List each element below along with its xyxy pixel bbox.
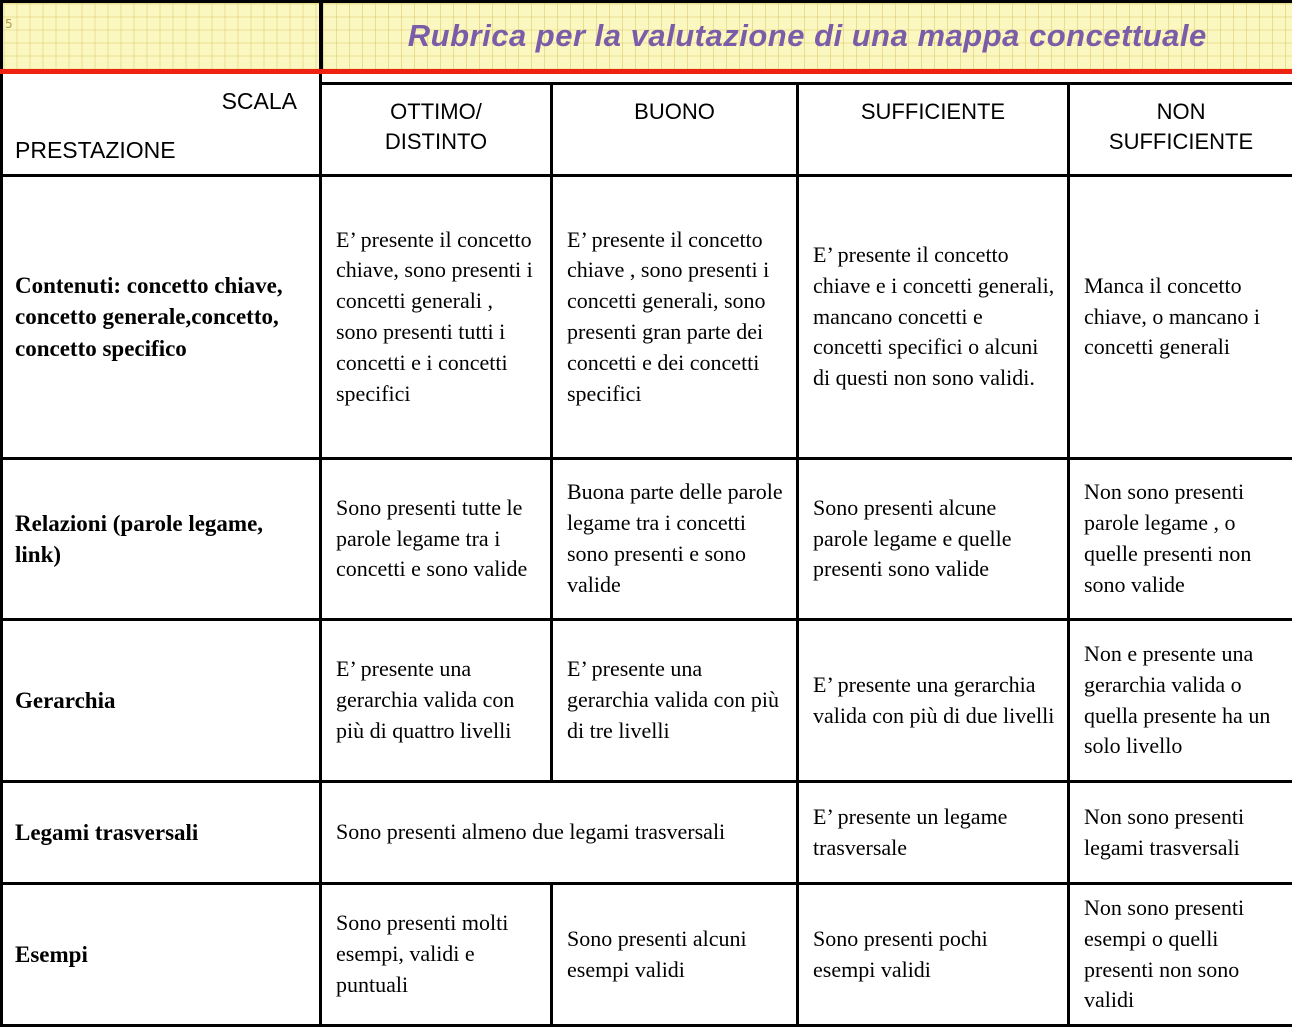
cell-contenuti-buono: E’ presente il concetto chiave , sono presenti i concetti generali, sono presenti gran parte dei concetti e dei concetti specifici — [552, 176, 798, 459]
column-header-sufficiente: SUFFICIENTE — [798, 84, 1069, 176]
cell-gerarchia-non-sufficiente: Non e presente una gerarchia valida o quella presente ha un solo livello — [1069, 620, 1292, 782]
cell-esempi-sufficiente: Sono presenti pochi esempi validi — [798, 884, 1069, 1026]
cell-relazioni-non-sufficiente: Non sono presenti parole legame , o quelle presenti non sono valide — [1069, 459, 1292, 620]
prestazione-label: PRESTAZIONE — [3, 137, 176, 174]
cell-esempi-non-sufficiente: Non sono presenti esempi o quelli presenti non sono validi — [1069, 884, 1292, 1026]
cell-esempi-buono: Sono presenti alcuni esempi validi — [552, 884, 798, 1026]
cell-relazioni-ottimo: Sono presenti tutte le parole legame tra i concetti e sono valide — [321, 459, 552, 620]
cell-legami-non-sufficiente: Non sono presenti legami trasversali — [1069, 782, 1292, 884]
cell-contenuti-sufficiente: E’ presente il concetto chiave e i concetti generali, mancano concetti e concetti specifici o alcuni di questi non sono validi. — [798, 176, 1069, 459]
row-label-legami-trasversali: Legami trasversali — [2, 782, 321, 884]
cell-relazioni-sufficiente: Sono presenti alcune parole legame e quelle presenti sono valide — [798, 459, 1069, 620]
cell-esempi-ottimo: Sono presenti molti esempi, validi e puntuali — [321, 884, 552, 1026]
cell-contenuti-ottimo: E’ presente il concetto chiave, sono presenti i concetti generali , sono presenti tutti i concetti e i concetti specifici — [321, 176, 552, 459]
cell-contenuti-non-sufficiente: Manca il concetto chiave, o mancano i concetti generali — [1069, 176, 1292, 459]
column-header-non-sufficiente: NON SUFFICIENTE — [1069, 84, 1292, 176]
cell-legami-ottimo-buono-merged: Sono presenti almeno due legami trasversali — [321, 782, 798, 884]
table-row-legami-trasversali — [2, 782, 1292, 884]
page-title: Rubrica per la valutazione di una mappa concettuale — [321, 2, 1292, 72]
row-label-contenuti: Contenuti: concetto chiave, concetto generale,concetto, concetto specifico — [2, 176, 321, 459]
corner-mark: 5 — [5, 17, 13, 31]
row-label-gerarchia: Gerarchia — [2, 620, 321, 782]
band-corner-cell — [2, 2, 321, 72]
row-label-esempi: Esempi — [2, 884, 321, 1026]
cell-relazioni-buono: Buona parte delle parole legame tra i concetti sono presenti e sono valide — [552, 459, 798, 620]
cell-gerarchia-buono: E’ presente una gerarchia valida con più di tre livelli — [552, 620, 798, 782]
scala-label: SCALA — [222, 74, 319, 115]
table-row-contenuti — [2, 176, 1292, 459]
axis-header-cell — [2, 72, 321, 176]
header-gap — [321, 72, 1292, 84]
cell-gerarchia-ottimo: E’ presente una gerarchia valida con più di quattro livelli — [321, 620, 552, 782]
cell-legami-sufficiente: E’ presente un legame trasversale — [798, 782, 1069, 884]
row-label-relazioni: Relazioni (parole legame, link) — [2, 459, 321, 620]
column-header-ottimo-distinto: OTTIMO/ DISTINTO — [321, 84, 552, 176]
cell-gerarchia-sufficiente: E’ presente una gerarchia valida con più di due livelli — [798, 620, 1069, 782]
table-row-gerarchia — [2, 620, 1292, 782]
table-row-esempi — [2, 884, 1292, 1026]
table-row-relazioni — [2, 459, 1292, 620]
column-header-buono: BUONO — [552, 84, 798, 176]
